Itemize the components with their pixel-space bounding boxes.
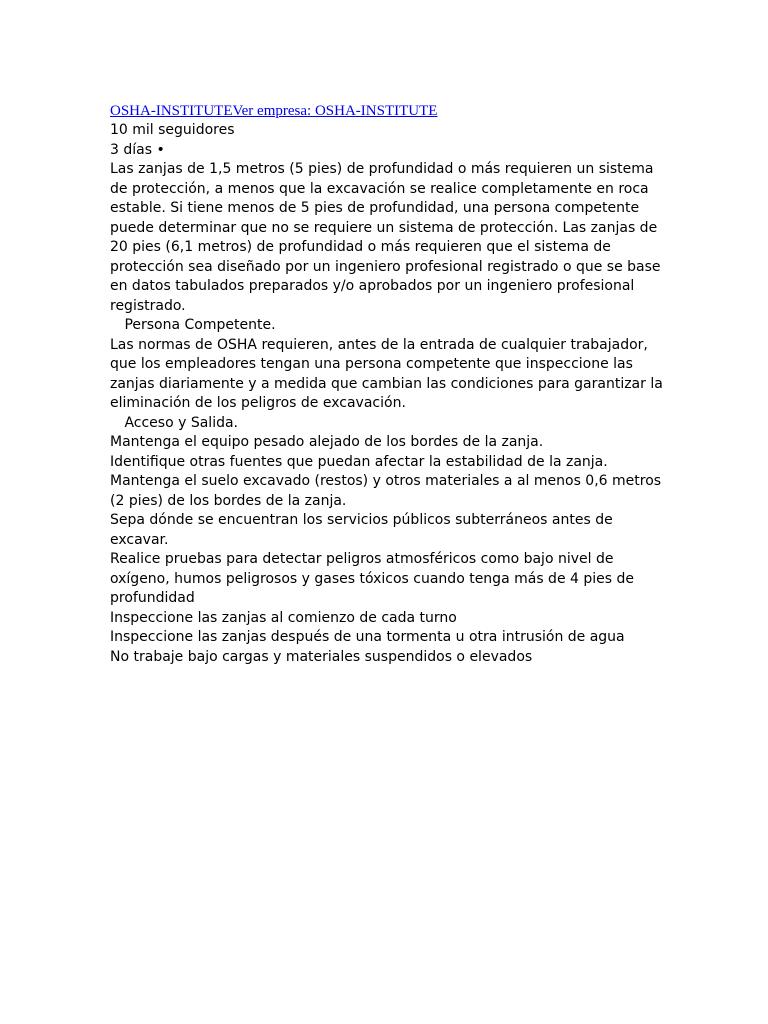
author-link[interactable]: OSHA-INSTITUTE [110, 103, 233, 119]
list-item: Inspeccione las zanjas al comienzo de cada turno [110, 609, 457, 626]
post-time: 3 días • [110, 141, 165, 158]
list-item: Sepa dónde se encuentran los servicios públicos subterráneos antes de excavar. [110, 512, 613, 548]
author-line [110, 102, 670, 121]
list-item: Mantenga el equipo pesado alejado de los bordes de la zanja. [110, 434, 544, 450]
list-item: Identifique otras fuentes que puedan afectar la estabilidad de la zanja. [110, 453, 608, 470]
section-heading-access-egress [110, 414, 670, 434]
document-page [110, 102, 670, 667]
section-title: Acceso y Salida. [120, 414, 238, 431]
list-item: No trabaje bajo cargas y materiales suspendidos o elevados [110, 648, 533, 665]
intro-paragraph: Las zanjas de 1,5 metros (5 pies) de profundidad o más requieren un sistema de protección, a menos que la excavación se realice completamente en roca estable. Si tiene menos de 5 pies de profundidad, una persona competente puede determinar que no se requiere un sistema de protección. Las zanjas de 20 pies (6,1 metros) de profundidad o más requieren que el sistema de protección sea diseñado por un ingeniero profesional registrado o que se base en datos tabulados preparados y/o aprobados por un ingeniero profesional registrado. [110, 161, 661, 314]
section-heading-competent-person [110, 316, 670, 336]
section-title: Persona Competente. [120, 317, 276, 333]
section-body-competent-person: Las normas de OSHA requieren, antes de la entrada de cualquier trabajador, que los empleadores tengan una persona competente que inspeccione las zanjas diariamente y a medida que cambian las condiciones para garantizar la eliminación de los peligros de excavación. [110, 336, 663, 411]
followers-count: 10 mil seguidores [110, 122, 235, 138]
list-item: Mantenga el suelo excavado (restos) y otros materiales a al menos 0,6 metros (2 pies) de los bordes de la zanja. [110, 473, 662, 509]
list-item: Realice pruebas para detectar peligros atmosféricos como bajo nivel de oxígeno, humos peligrosos y gases tóxicos cuando tenga más de 4 pies de profundidad [110, 551, 635, 606]
list-item: Inspeccione las zanjas después de una tormenta u otra intrusión de agua [110, 629, 625, 645]
view-company-link[interactable]: Ver empresa: OSHA-INSTITUTE [232, 103, 438, 119]
